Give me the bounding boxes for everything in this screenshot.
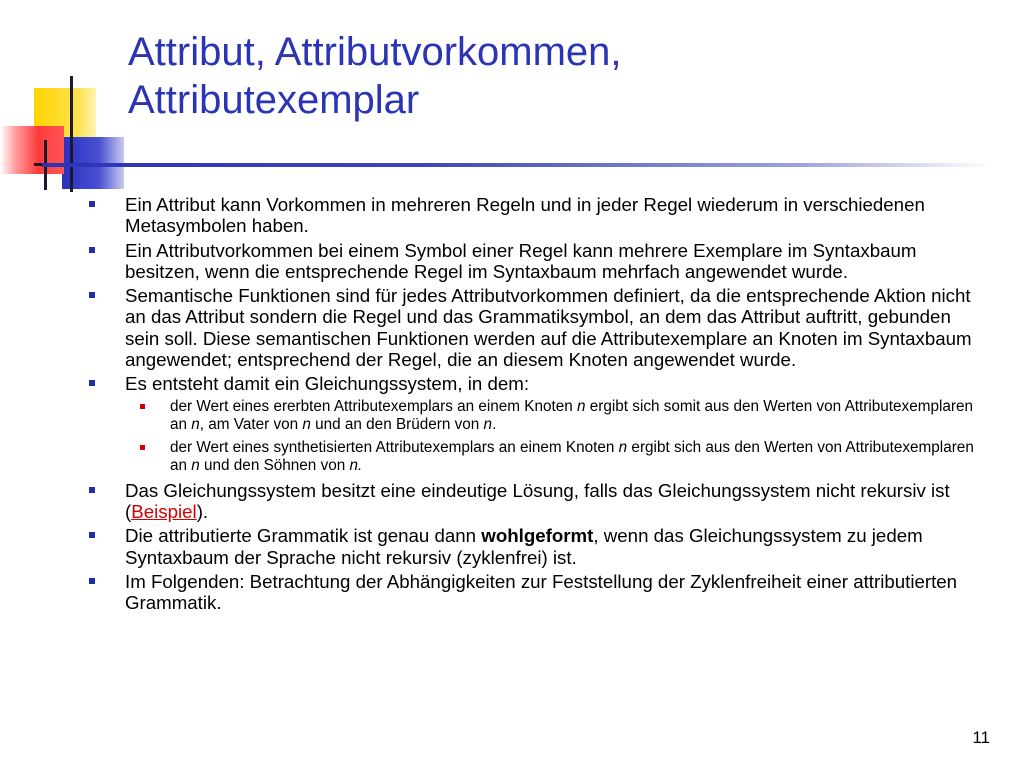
bullet-square-icon <box>89 292 95 298</box>
bullet-text: Ein Attributvorkommen bei einem Symbol einer Regel kann mehrere Exemplare im Syntaxbaum besitzen, wenn die entsprechende Regel im Syntaxbaum mehrfach angewendet wurde. <box>125 239 917 282</box>
bullet-item <box>88 194 978 237</box>
bullet-square-icon <box>89 247 95 253</box>
sub-bullet-text: der Wert eines synthetisierten Attributexemplars an einem Knoten n ergibt sich aus den Werten von Attributexemplaren an n und den Söhnen von n. <box>170 438 974 474</box>
bullet-item <box>88 480 978 523</box>
bullet-text: Das Gleichungssystem besitzt eine eindeutige Lösung, falls das Gleichungssystem nicht rekursiv ist (Beispiel). <box>125 479 950 522</box>
bullet-item <box>88 373 978 474</box>
slide-title-line-2: Attributexemplar <box>128 78 420 122</box>
bullet-text: Semantische Funktionen sind für jedes Attributvorkommen definiert, da die entsprechende Aktion nicht an das Attribut sondern die Regel und das Grammatiksymbol, an dem das Attribut auftritt, gebunden sein soll. Diese semantischen Funktionen werden auf die Attributexemplare an Knoten im Syntaxbaum angewendet; entsprechend der Regel, die an diesem Knoten angewendet wurde. <box>125 285 972 371</box>
bullet-item <box>88 240 978 283</box>
slide-title-line-1: Attribut, Attributvorkommen, <box>128 30 622 74</box>
bullet-square-icon <box>89 201 95 207</box>
bullet-text: Im Folgenden: Betrachtung der Abhängigkeiten zur Feststellung der Zyklenfreiheit einer attributierten Grammatik. <box>125 570 958 614</box>
bullet-square-icon <box>89 578 95 584</box>
bullet-text: Die attributierte Grammatik ist genau dann wohlgeformt, wenn das Gleichungssystem zu jedem Syntaxbaum der Sprache nicht rekursiv (zyklenfrei) ist. <box>125 525 923 568</box>
bullet-item <box>88 525 978 568</box>
bullet-square-icon <box>89 380 95 386</box>
slide-body <box>88 194 978 616</box>
page-number: 11 <box>972 728 990 747</box>
sub-bullet-square-icon <box>140 404 145 409</box>
slide-template-logo-icon <box>0 0 130 200</box>
beispiel-link[interactable]: Beispiel <box>131 500 197 522</box>
bullet-text: Ein Attribut kann Vorkommen in mehreren Regeln und in jeder Regel wiederum in verschiedenen Metasymbolen haben. <box>125 194 925 237</box>
bullet-item <box>88 285 978 370</box>
bullet-list <box>88 194 978 613</box>
sub-bullet-square-icon <box>140 445 145 450</box>
sub-bullet-list <box>125 398 978 475</box>
title-divider <box>42 163 992 167</box>
sub-bullet-item <box>125 398 978 434</box>
bullet-square-icon <box>89 532 95 538</box>
bullet-item <box>88 571 978 614</box>
bullet-square-icon <box>89 487 95 493</box>
sub-bullet-item <box>125 439 978 475</box>
sub-bullet-text: der Wert eines ererbten Attributexemplars an einem Knoten n ergibt sich somit aus den Werten von Attributexemplaren an n, am Vater von n und an den Brüdern von n. <box>170 397 973 433</box>
bullet-text: Es entsteht damit ein Gleichungssystem, in dem: <box>125 373 530 395</box>
emphasis-wohlgeformt: wohlgeformt <box>481 525 594 547</box>
slide-title <box>128 28 988 124</box>
